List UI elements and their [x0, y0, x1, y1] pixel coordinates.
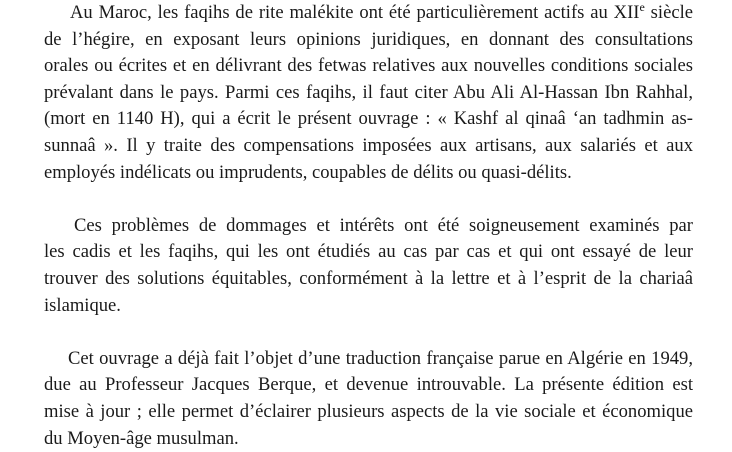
paragraph-2 — [18, 213, 693, 319]
text-line: prévalant dans le pays. Parmi ces faqihs, il faut citer Abu Ali Al-Hassan Ibn Rahhal, — [18, 80, 693, 107]
text-line: mise à jour ; elle permet d’éclairer plusieurs aspects de la vie sociale et économique — [18, 399, 693, 426]
text-line: de l’hégire, en exposant leurs opinions juridiques, en donnant des consultations — [18, 27, 693, 54]
text-line: Au Maroc, les faqihs de rite malékite ont été particulièrement actifs au XIIe siècle — [18, 0, 693, 27]
text-line: Ces problèmes de dommages et intérêts ont été soigneusement examinés par — [18, 213, 693, 240]
document-page — [18, 0, 693, 452]
text-line: employés indélicats ou imprudents, coupables de délits ou quasi-délits. — [18, 160, 693, 187]
text-line: islamique. — [18, 293, 693, 320]
text-line: trouver des solutions équitables, conformément à la lettre et à l’esprit de la chariaâ — [18, 266, 693, 293]
text-line: orales ou écrites et en délivrant des fetwas relatives aux nouvelles conditions sociales — [18, 53, 693, 80]
superscript-e: e — [639, 0, 644, 14]
text-line: Cet ouvrage a déjà fait l’objet d’une traduction française parue en Algérie en 1949, — [18, 346, 693, 373]
text-line: sunnaâ ». Il y traite des compensations imposées aux artisans, aux salariés et aux — [18, 133, 693, 160]
text-line: les cadis et les faqihs, qui les ont étudiés au cas par cas et qui ont essayé de leur — [18, 239, 693, 266]
text-line: du Moyen-âge musulman. — [18, 426, 693, 452]
text-line: (mort en 1140 H), qui a écrit le présent ouvrage : « Kashf al qinaâ ‘an tadhmin as- — [18, 106, 693, 133]
text-line: due au Professeur Jacques Berque, et devenue introuvable. La présente édition est — [18, 372, 693, 399]
paragraph-1 — [18, 0, 693, 186]
paragraph-3 — [18, 346, 693, 452]
